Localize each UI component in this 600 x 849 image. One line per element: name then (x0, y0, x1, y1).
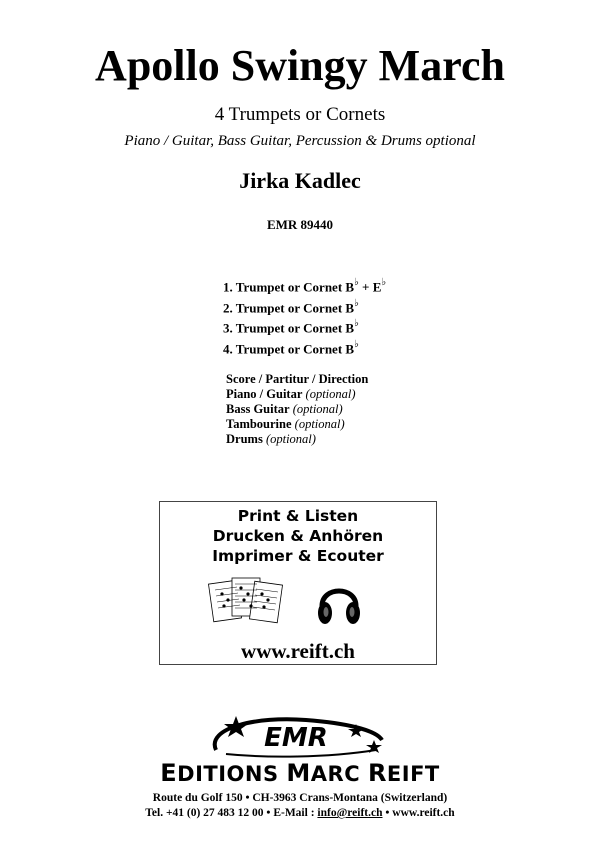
brand-word: EIFT (386, 762, 440, 786)
extra-label: Piano / Guitar (226, 387, 303, 401)
flat-symbol: ♭ (354, 338, 359, 350)
brand-initial: M (286, 759, 311, 787)
parts-list (223, 274, 386, 356)
part-name: 3. Trumpet or Cornet B (223, 320, 355, 336)
part-item (223, 315, 386, 336)
publisher-address: Route du Golf 150 • CH-3963 Crans-Montana (Switzerland) (152, 792, 448, 804)
extra-label: Bass Guitar (226, 402, 290, 416)
part-name: 2. Trumpet or Cornet B (223, 299, 355, 315)
extra-item (226, 372, 368, 387)
publisher-brand (0, 761, 600, 786)
headphones-icon (316, 574, 362, 630)
contact-phone: Tel. +41 (0) 27 483 12 00 • E-Mail : (145, 807, 318, 819)
publisher-contact (0, 805, 600, 821)
brand-word: DITIONS (177, 762, 287, 786)
part-name: 1. Trumpet or Cornet B (223, 279, 355, 295)
extra-label: Tambourine (226, 417, 292, 431)
instrumentation-note: Piano / Guitar, Bass Guitar, Percussion & Drums optional (124, 133, 476, 149)
part-suffix: + E (358, 279, 382, 295)
extra-optional: (optional) (289, 402, 343, 416)
part-item (223, 336, 386, 357)
emr-logo (196, 710, 392, 762)
print-listen-label-de: Drucken & Anhören (212, 527, 384, 545)
star-icon (224, 716, 248, 737)
print-listen-label: Print & Listen (237, 507, 359, 525)
flat-symbol: ♭ (381, 277, 387, 288)
catalog-number: EMR 89440 (266, 217, 334, 232)
subtitle: 4 Trumpets or Cornets (214, 104, 386, 125)
website-url[interactable]: www.reift.ch (241, 639, 355, 663)
part-name: 4. Trumpet or Cornet B (223, 340, 355, 356)
extra-optional: (optional) (291, 417, 345, 431)
extra-item (226, 402, 368, 417)
extra-optional: (optional) (302, 387, 356, 401)
composer: Jirka Kadlec (239, 168, 361, 193)
extra-label: Drums (226, 432, 263, 446)
contact-website: • www.reift.ch (382, 807, 455, 819)
extra-optional: (optional) (262, 432, 316, 446)
sheet-music-icon (208, 574, 284, 630)
extra-item (226, 387, 368, 402)
print-listen-box (159, 501, 437, 665)
print-listen-label-fr: Imprimer & Ecouter (212, 547, 384, 565)
flat-symbol: ♭ (354, 318, 359, 329)
flat-symbol: ♭ (354, 297, 359, 309)
title: Apollo Swingy March (95, 41, 505, 90)
brand-initial: E (160, 759, 178, 787)
extra-item (226, 432, 368, 447)
extras-list (226, 372, 368, 447)
flat-symbol: ♭ (354, 277, 359, 288)
extra-label: Score / Partitur / Direction (226, 372, 369, 386)
brand-word: ARC (310, 762, 368, 786)
part-item (223, 274, 386, 295)
email-link[interactable]: info@reift.ch (317, 807, 383, 819)
logo-text: EMR (264, 723, 328, 753)
brand-initial: R (367, 759, 387, 787)
extra-item (226, 417, 368, 432)
part-item (223, 295, 386, 316)
